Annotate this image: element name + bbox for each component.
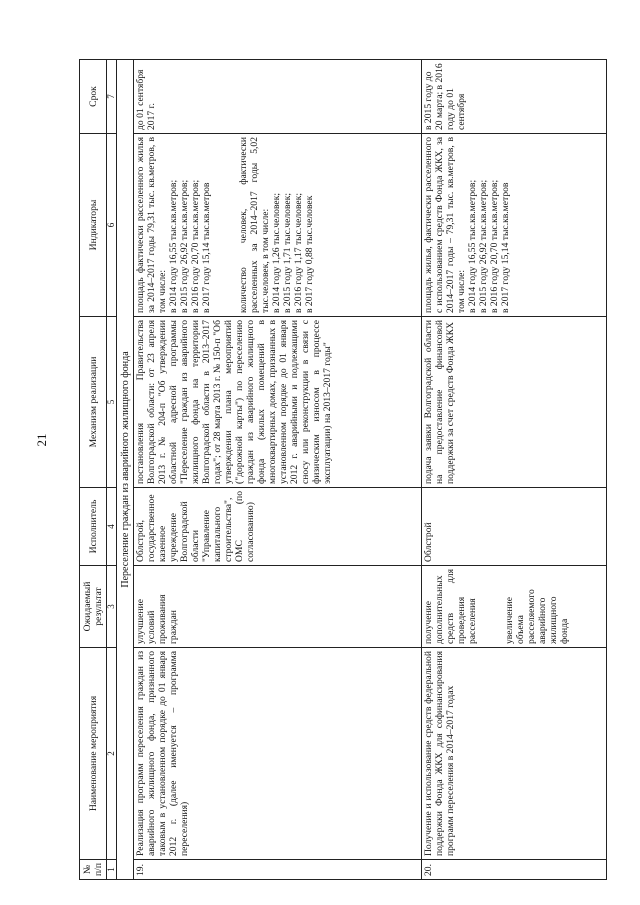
header-no: № п/п bbox=[80, 860, 107, 880]
executor: Облстрой, государственное казенное учреждение Волгоградской области "Управление капитального строительства", ОМС (по согласованию) bbox=[134, 488, 422, 566]
column-number: 1 bbox=[107, 860, 117, 880]
column-number: 2 bbox=[107, 648, 117, 860]
indicator-line: в 2015 году 26,92 тыс.кв.метров; bbox=[478, 179, 489, 313]
measures-table bbox=[79, 59, 607, 880]
mechanism: постановления Правительства Волгоградской области: от 23 апреля 2013 г. № 204-п "Об утверждении областной адресной программы "Переселение граждан из аварийного жилищного фонда на территории Волгоградской области в 2013–2017 годах"; от 28 марта 2013 г. № 150-п "Об утверждении плана мероприятий ("дорожной карты") по переселению граждан из аварийного жилищного фонда (жилых помещений в многоквартирных домах, признанных в установленном порядке до 01 января 2012 г. аварийными и подлежащими сносу или реконструкции в связи с физическим износом в процессе эксплуатации) на 2013–2017 годы" bbox=[134, 317, 422, 488]
indicator-line: в 2017 году 0,88 тыс.человек bbox=[304, 195, 315, 313]
column-number: 6 bbox=[107, 134, 117, 317]
header-name: Наименование мероприятия bbox=[80, 648, 107, 860]
header-executor: Исполнитель bbox=[80, 488, 107, 566]
row-number: 19. bbox=[134, 860, 422, 880]
indicators bbox=[422, 134, 607, 317]
column-number: 4 bbox=[107, 488, 117, 566]
indicators bbox=[134, 134, 422, 317]
section-title: Переселение граждан из аварийного жилищного фонда bbox=[117, 60, 134, 880]
indicator-line: в 2015 году 26,92 тыс.кв.метров; bbox=[179, 179, 190, 313]
result-line: увеличение объема расселяемого аварийного жилищного фонда bbox=[504, 589, 570, 644]
header-indicators: Индикаторы bbox=[80, 134, 107, 317]
term: до 01 сентября 2017 г. bbox=[134, 60, 422, 134]
table-header-row bbox=[80, 60, 107, 880]
section-row bbox=[117, 60, 134, 880]
mechanism: подача заявки Волгоградской области на предоставление финансовой поддержки за счет средств Фонда ЖКХ bbox=[422, 317, 607, 488]
indicator-line: в 2016 году 1,17 тыс.человек; bbox=[293, 192, 304, 313]
row-number: 20. bbox=[422, 860, 607, 880]
expected-result bbox=[422, 566, 607, 648]
table-row bbox=[422, 60, 607, 880]
result-line: получение дополнительных средств для проведения расселения bbox=[423, 569, 478, 644]
table-row bbox=[134, 60, 422, 880]
indicator-line: площадь жилья, фактически расселенного с использованием средств Фонда ЖКХ, за 2014–2017 годы – 79,31 тыс. кв.метров, в том числе: bbox=[423, 137, 467, 313]
expected-result: улучшение условий проживания граждан bbox=[134, 566, 422, 648]
term: в 2015 году до 20 марта; в 2016 году до 01 сентября bbox=[422, 60, 607, 134]
indicator-line: в 2016 году 20,70 тыс.кв.метров; bbox=[190, 179, 201, 313]
header-term: Срок bbox=[80, 60, 107, 134]
indicator-line: в 2014 году 16,55 тыс.кв.метров; bbox=[168, 179, 179, 313]
column-numbers-row bbox=[107, 60, 117, 880]
indicator-line: в 2014 году 1,26 тыс.человек; bbox=[271, 192, 282, 313]
column-number: 5 bbox=[107, 317, 117, 488]
page-number: 21 bbox=[34, 433, 49, 447]
indicator-line: в 2017 году 15,14 тыс.кв.метров bbox=[500, 182, 511, 313]
indicator-line: площадь фактически расселенного жилья за 2014–2017 годы 79,31 тыс. кв.метров, в том числе: bbox=[135, 137, 168, 313]
indicator-line: в 2017 году 15,14 тыс.кв.метров bbox=[201, 182, 212, 313]
column-number: 3 bbox=[107, 566, 117, 648]
indicator-line: в 2014 году 16,55 тыс.кв.метров; bbox=[467, 179, 478, 313]
indicator-line: в 2015 году 1,71 тыс.человек; bbox=[282, 192, 293, 313]
document-sheet bbox=[79, 60, 622, 880]
measure-name: Получение и использование средств федеральной поддержки Фонда ЖКХ для софинансирования программ переселения в 2014–2017 годах bbox=[422, 648, 607, 860]
indicator-line: в 2016 году 20,70 тыс.кв.метров; bbox=[489, 179, 500, 313]
header-mechanism: Механизм реализации bbox=[80, 317, 107, 488]
executor: Облстрой bbox=[422, 488, 607, 566]
indicator-line: количество человек, фактически расселенных за 2014–2017 годы 5,02 тыс.человек, в том числе: bbox=[238, 137, 271, 313]
measure-name: Реализация программ переселения граждан из аварийного жилищного фонда, признанного таковым в установленном порядке до 01 января 2012 г. (далее именуется – программа переселения) bbox=[134, 648, 422, 860]
header-result: Ожидаемый результат bbox=[80, 566, 107, 648]
column-number: 7 bbox=[107, 60, 117, 134]
